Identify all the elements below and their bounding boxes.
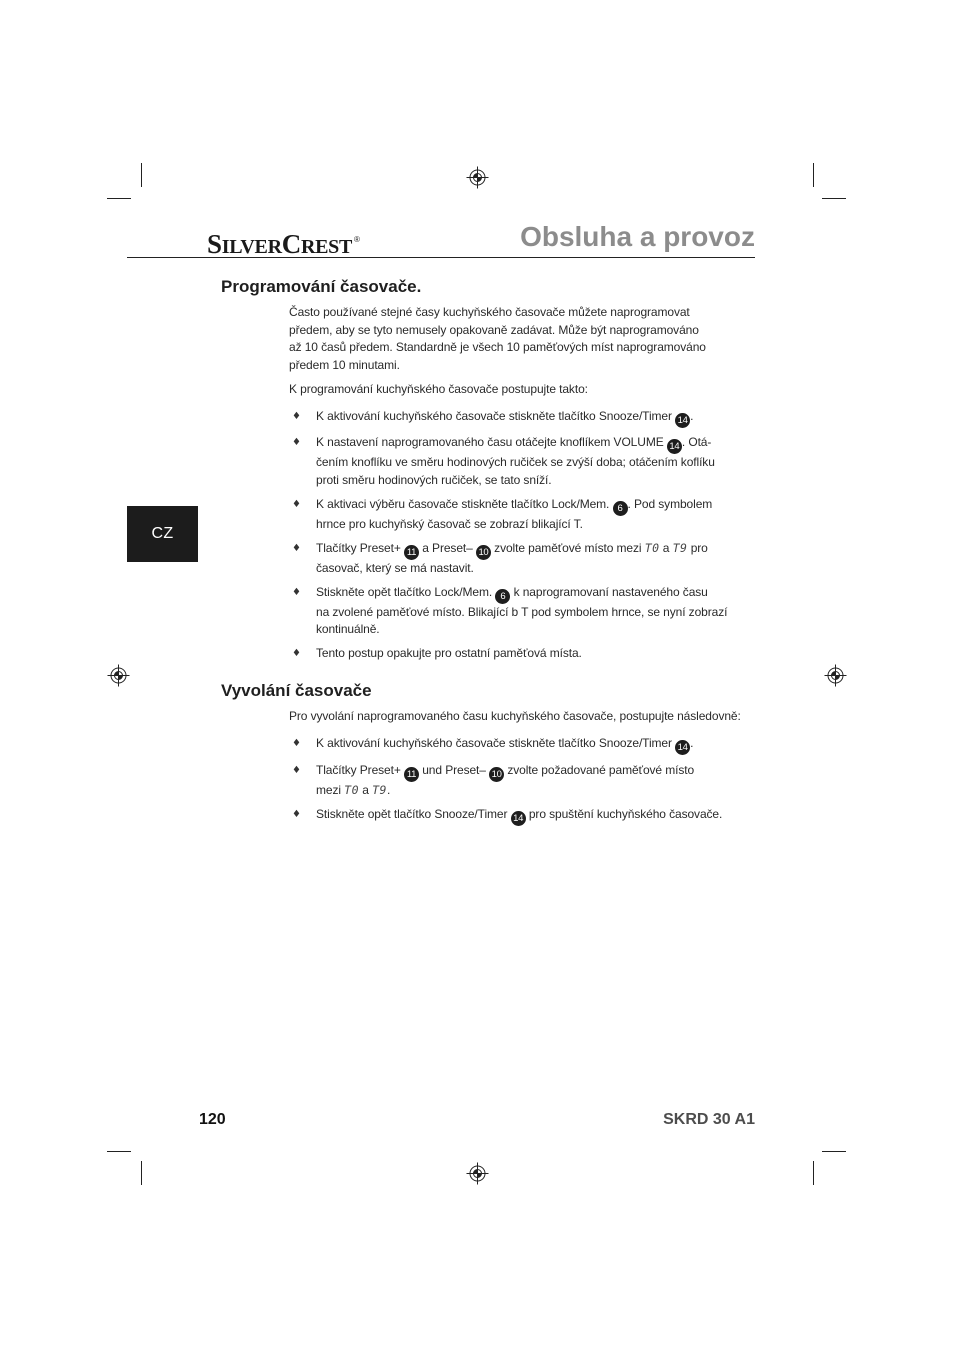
- header-divider: [127, 257, 755, 258]
- text-run: K aktivování kuchyňského časovače stiskněte tlačítko Snooze/Timer: [316, 736, 676, 750]
- text-run: mezi: [316, 782, 345, 797]
- list-item: [289, 496, 761, 534]
- text-line: [316, 621, 761, 639]
- text-line: [316, 472, 761, 490]
- display-symbol: T0: [644, 540, 660, 555]
- model-number: SKRD 30 A1: [663, 1111, 755, 1128]
- reference-number-badge: 10: [489, 767, 504, 782]
- text-line: [316, 584, 761, 604]
- text-line: [316, 408, 761, 428]
- paragraph: [289, 708, 761, 726]
- text-run: a: [659, 540, 673, 555]
- text-run: Stiskněte opět tlačítko Lock/Mem.: [316, 584, 496, 599]
- text-run: na zvolené paměťové místo. Blikající b T pod symbolem hrnce, se nyní zobrazí: [316, 604, 728, 619]
- text-run: časovač, který se má nastavit.: [316, 560, 474, 575]
- text-run: Tlačítky Preset+: [316, 540, 404, 555]
- page-title: Obsluha a provoz: [520, 221, 755, 252]
- paragraph: [289, 381, 761, 399]
- text-line: [316, 806, 761, 826]
- text-run: und Preset–: [419, 762, 490, 777]
- text-line: [316, 454, 761, 472]
- logo-initial: S: [207, 229, 222, 259]
- text-line: [316, 645, 761, 663]
- diamond-bullet-icon: ♦: [292, 808, 301, 820]
- text-line: [316, 782, 761, 800]
- section-recall-timer: [221, 680, 761, 826]
- section-programming-timer: [221, 276, 761, 663]
- list-item: [289, 408, 761, 428]
- text-line: Často používané stejné časy kuchyňského časovače můžete naprogramovat: [289, 305, 690, 319]
- section-body: [289, 708, 761, 826]
- text-line: až 10 časů předem. Standardně je všech 10 paměťových míst naprogramováno: [289, 340, 706, 354]
- language-tab-label: CZ: [151, 525, 174, 542]
- text-run: k naprogramovaní nastaveného času: [510, 584, 708, 599]
- diamond-bullet-icon: ♦: [292, 542, 301, 554]
- list-item: [289, 645, 761, 663]
- reference-number-badge: 11: [404, 767, 419, 782]
- reference-number-badge: 6: [495, 589, 510, 604]
- text-line: [316, 762, 761, 782]
- crop-mark-bottom-right: [814, 1152, 847, 1186]
- text-run: a: [359, 782, 373, 797]
- crop-mark-top-right: [814, 163, 847, 199]
- text-run: K aktivování kuchyňského časovače stiskněte tlačítko Snooze/Timer: [316, 408, 676, 423]
- text-run: zvolte požadované paměťové místo: [504, 762, 695, 777]
- list-item: [289, 762, 761, 800]
- text-run: pro: [687, 540, 708, 555]
- paragraph-group: [289, 708, 761, 726]
- section-heading: Vyvolání časovače: [221, 681, 372, 700]
- text-line: [316, 560, 761, 578]
- bullet-list: [289, 735, 761, 826]
- text-run: Tento postup opakujte pro ostatní paměťová místa.: [316, 646, 582, 660]
- text-line: [316, 540, 761, 560]
- registered-mark: ®: [353, 235, 360, 244]
- text-line: předem 10 minutami.: [289, 357, 400, 372]
- text-run: K aktivaci výběru časovače stiskněte tlačítko Lock/Mem.: [316, 496, 613, 511]
- display-symbol: T0: [344, 782, 360, 797]
- list-item: [289, 584, 761, 639]
- diamond-bullet-icon: ♦: [292, 586, 301, 598]
- text-line: předem, aby se tyto nemusely opakovaně zadávat. Může být naprogramováno: [289, 322, 699, 337]
- text-run: čením knoflíku ve směru hodinových ručiček se zvýší doba; otáčením koflíku: [316, 455, 715, 469]
- reference-number-badge: 10: [476, 545, 491, 560]
- text-run: zvolte paměťové místo mezi: [490, 540, 645, 555]
- reference-number-badge: 6: [613, 501, 628, 516]
- paragraph: [289, 304, 761, 374]
- text-run: .: [690, 736, 694, 750]
- diamond-bullet-icon: ♦: [292, 738, 301, 749]
- diamond-bullet-icon: ♦: [292, 498, 301, 510]
- list-item: [289, 735, 761, 755]
- logo-small-caps: REST: [300, 236, 352, 258]
- registration-mark-top: [467, 167, 489, 189]
- text-line: Pro vyvolání naprogramovaného času kuchyňského časovače, postupujte následovně:: [289, 709, 741, 723]
- text-line: K programování kuchyňského časovače postupujte takto:: [289, 381, 588, 396]
- text-run: .: [386, 782, 391, 797]
- display-symbol: T9: [672, 540, 688, 555]
- text-run: pro spuštění kuchyňského časovače.: [525, 806, 723, 821]
- section-heading: Programování časovače.: [221, 277, 422, 296]
- crop-mark-top-left: [107, 163, 142, 199]
- text-run: .: [690, 408, 694, 423]
- text-run: Stiskněte opět tlačítko Snooze/Timer: [316, 806, 511, 821]
- text-run: proti směru hodinových ručiček, se tato sníží.: [316, 472, 552, 487]
- display-symbol: T9: [372, 782, 387, 797]
- logo-small-caps: ILVER: [221, 236, 282, 258]
- registration-mark-right: [825, 665, 847, 687]
- reference-number-badge: 14: [675, 740, 690, 755]
- text-run: hrnce pro kuchyňský časovač se zobrazí blikající T.: [316, 516, 583, 531]
- text-run: a Preset–: [419, 540, 476, 555]
- text-run: kontinuálně.: [316, 622, 380, 636]
- page-number: 120: [199, 1111, 226, 1128]
- language-tab: [127, 506, 198, 562]
- text-line: [316, 604, 761, 622]
- paragraph-group: [289, 304, 761, 398]
- bullet-list: [289, 408, 761, 663]
- list-item: [289, 806, 761, 826]
- text-line: [316, 496, 761, 516]
- registration-mark-left: [108, 665, 130, 687]
- registration-mark-bottom: [467, 1163, 489, 1185]
- list-item: [289, 434, 761, 489]
- crop-mark-bottom-left: [107, 1152, 142, 1186]
- section-body: [289, 304, 761, 663]
- reference-number-badge: 14: [675, 413, 690, 428]
- diamond-bullet-icon: ♦: [292, 410, 301, 422]
- logo-initial: C: [281, 229, 301, 259]
- reference-number-badge: 14: [667, 439, 682, 454]
- reference-number-badge: 14: [511, 811, 526, 826]
- diamond-bullet-icon: ♦: [292, 648, 301, 659]
- text-line: [316, 434, 761, 454]
- reference-number-badge: 11: [404, 545, 419, 560]
- diamond-bullet-icon: ♦: [292, 437, 301, 448]
- list-item: [289, 540, 761, 578]
- text-run: . Pod symbolem: [627, 496, 713, 511]
- text-run: . Otá-: [681, 435, 712, 449]
- text-run: K nastavení naprogramovaného času otáčejte knoflíkem VOLUME: [316, 435, 667, 449]
- text-run: Tlačítky Preset+: [316, 762, 404, 777]
- diamond-bullet-icon: ♦: [292, 764, 301, 776]
- text-line: [316, 516, 761, 534]
- text-line: [316, 735, 761, 755]
